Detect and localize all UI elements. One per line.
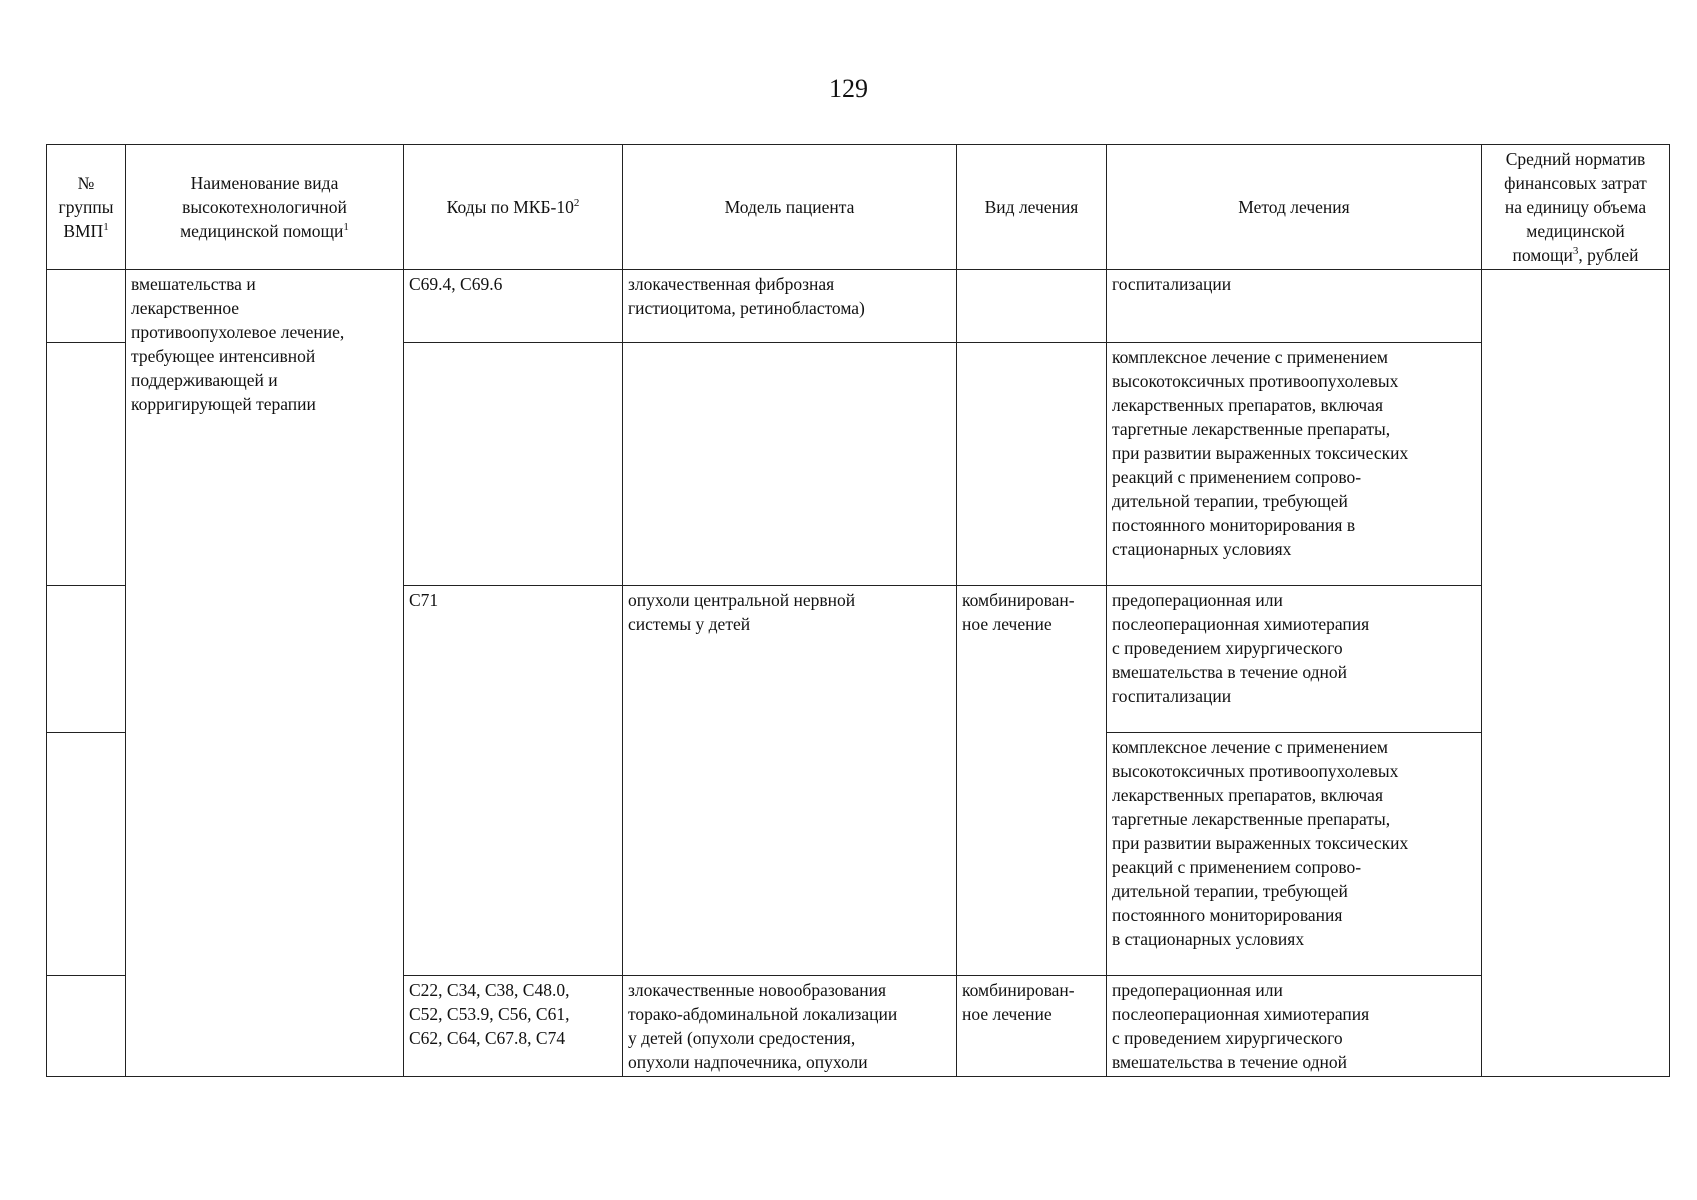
vmp-name-cell: вмешательства и лекарственное противоопухолевое лечение, требующее интенсивной поддерживающей и корригирующей терапии — [126, 270, 404, 1077]
vmp-table — [46, 144, 1670, 1077]
header-icd-codes: Коды по МКБ-$10^2$ — [404, 145, 623, 270]
icd-codes-cell: C69.4, C69.6 — [404, 270, 623, 343]
treatment-type-cell — [957, 270, 1107, 343]
treatment-method-cell: госпитализации — [1107, 270, 1482, 343]
treatment-type-cell — [957, 343, 1107, 586]
patient-model-cell — [623, 343, 957, 586]
treatment-method-cell: предоперационная или послеоперационная химиотерапия с проведением хирургического вмешательства в течение одной — [1107, 976, 1482, 1077]
header-treatment-method: Метод лечения — [1107, 145, 1482, 270]
icd-codes-cell: C71 — [404, 586, 623, 976]
page-number: 129 — [829, 74, 868, 103]
avg-cost-cell — [1482, 270, 1670, 1077]
group-no-cell — [47, 343, 126, 586]
header-vmp-name: Наименование вида высокотехнологичной медицинской помощи$^1$ — [126, 145, 404, 270]
header-patient-model: Модель пациента — [623, 145, 957, 270]
header-treatment-type: Вид лечения — [957, 145, 1107, 270]
treatment-type-cell: комбинирован- ное лечение — [957, 586, 1107, 976]
icd-codes-cell — [404, 343, 623, 586]
group-no-cell — [47, 976, 126, 1077]
group-no-cell — [47, 586, 126, 733]
header-row — [47, 145, 1670, 270]
header-group-no: № группы ВМП$^1$ — [47, 145, 126, 270]
treatment-method-cell: предоперационная или послеоперационная химиотерапия с проведением хирургического вмешательства в течение одной госпитализации — [1107, 586, 1482, 733]
patient-model-cell: злокачественная фиброзная гистиоцитома, ретинобластома) — [623, 270, 957, 343]
group-no-cell — [47, 270, 126, 343]
icd-codes-cell: C22, C34, C38, C48.0, C52, C53.9, C56, C61, C62, C64, C67.8, C74 — [404, 976, 623, 1077]
patient-model-cell: злокачественные новообразования торако-абдоминальной локализации у детей (опухоли средостения, опухоли надпочечника, опухоли — [623, 976, 957, 1077]
treatment-type-cell: комбинирован- ное лечение — [957, 976, 1107, 1077]
header-avg-cost: Средний норматив финансовых затрат на единицу объема медицинской помощи$^3$, рублей — [1482, 145, 1670, 270]
treatment-method-cell: комплексное лечение с применением высокотоксичных противоопухолевых лекарственных препаратов, включая таргетные лекарственные препараты, при развитии выраженных токсических реакций с применением сопрово- дительной терапии, требующей постоянного мониторирования в стационарных условиях — [1107, 733, 1482, 976]
group-no-cell — [47, 733, 126, 976]
treatment-method-cell: комплексное лечение с применением высокотоксичных противоопухолевых лекарственных препаратов, включая таргетные лекарственные препараты, при развитии выраженных токсических реакций с применением сопрово- дительной терапии, требующей постоянного мониторирования в стационарных условиях — [1107, 343, 1482, 586]
patient-model-cell: опухоли центральной нервной системы у детей — [623, 586, 957, 976]
table-row — [47, 270, 1670, 343]
